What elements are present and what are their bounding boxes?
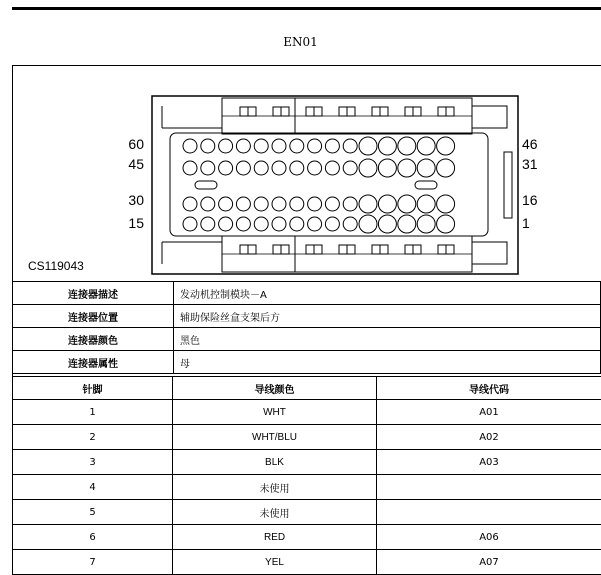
pin-hole [308,139,322,153]
pin-hole [183,197,197,211]
pin-hole [290,197,304,211]
cell-pin: 2 [13,425,173,450]
pin-hole [219,197,233,211]
cell-code: A01 [377,400,601,425]
pin-hole [417,159,435,177]
info-key: 连接器属性 [13,351,174,374]
info-row [13,351,601,374]
pin-hole [359,195,377,213]
pin-hole [417,195,435,213]
pin-hole [359,215,377,233]
table-row [13,425,601,450]
pin-hole [325,197,339,211]
pin-hole [378,137,396,155]
info-value: 发动机控制模块－A [174,282,601,305]
pin-hole [343,197,357,211]
header-wire-color: 导线颜色 [173,377,377,400]
pin-hole [183,139,197,153]
page-title: EN01 [0,35,601,49]
pin-hole [378,159,396,177]
cell-color: WHT/BLU [173,425,377,450]
pin-hole [398,215,416,233]
pin-hole [290,217,304,231]
cell-pin: 4 [13,475,173,500]
cell-pin: 3 [13,450,173,475]
pin-hole [417,137,435,155]
pin-hole [183,161,197,175]
pin-hole [325,217,339,231]
pin-hole [359,137,377,155]
cell-code: A03 [377,450,601,475]
cell-pin: 5 [13,500,173,525]
table-row [13,525,601,550]
pin-hole [308,161,322,175]
pin-label-15: 15 [104,215,144,231]
pin-hole [254,161,268,175]
header-pin: 针脚 [13,377,173,400]
cell-pin: 7 [13,550,173,575]
cell-pin: 6 [13,525,173,550]
cell-color: BLK [173,450,377,475]
pin-label-16: 16 [522,192,538,208]
pin-hole [254,197,268,211]
pin-label-46: 46 [522,136,538,152]
table-row [13,500,601,525]
cell-code [377,500,601,525]
cell-code: A07 [377,550,601,575]
info-value: 母 [174,351,601,374]
pin-hole [183,217,197,231]
info-row [13,305,601,328]
key-bar [504,152,512,218]
cell-color: RED [173,525,377,550]
cell-color: 未使用 [173,500,377,525]
table-row [13,550,601,575]
pin-hole [272,217,286,231]
pin-hole [378,195,396,213]
pin-hole [272,161,286,175]
pin-hole [219,139,233,153]
info-key: 连接器颜色 [13,328,174,351]
pin-hole [219,161,233,175]
pin-hole [398,159,416,177]
pin-hole [437,159,455,177]
connector-diagram [12,66,601,281]
pin-label-45: 45 [104,156,144,172]
pin-hole [201,139,215,153]
cell-code: A02 [377,425,601,450]
info-value: 辅助保险丝盒支架后方 [174,305,601,328]
pin-hole [437,137,455,155]
key-slot [415,181,437,189]
pin-hole [290,139,304,153]
header-wire-code: 导线代码 [377,377,601,400]
pin-label-31: 31 [522,156,538,172]
pin-hole [201,161,215,175]
info-key: 连接器描述 [13,282,174,305]
pin-hole [236,161,250,175]
pin-hole [236,217,250,231]
pin-hole [343,161,357,175]
pin-hole [290,161,304,175]
pin-label-30: 30 [104,192,144,208]
connector-info-table [12,281,601,374]
cell-code: A06 [377,525,601,550]
cell-color: YEL [173,550,377,575]
pin-hole [254,139,268,153]
pin-hole [343,139,357,153]
top-rule [12,7,601,10]
key-slot [195,181,217,189]
pin-hole [201,197,215,211]
info-row [13,282,601,305]
pin-table [12,376,601,575]
pin-hole [398,195,416,213]
table-row [13,475,601,500]
pin-hole [378,215,396,233]
pin-hole [325,139,339,153]
pin-label-1: 1 [522,215,530,231]
pin-hole [236,197,250,211]
pin-hole [236,139,250,153]
pin-hole [417,215,435,233]
pin-hole [201,217,215,231]
pin-hole [437,215,455,233]
cell-color: WHT [173,400,377,425]
cell-code [377,475,601,500]
pin-hole [308,217,322,231]
pin-hole [308,197,322,211]
pin-hole [272,197,286,211]
table-row [13,400,601,425]
cell-color: 未使用 [173,475,377,500]
info-row [13,328,601,351]
pin-hole [325,161,339,175]
connector-drawing [12,66,601,281]
info-key: 连接器位置 [13,305,174,328]
pin-hole [437,195,455,213]
table-row [13,450,601,475]
pin-hole [359,159,377,177]
pin-hole [272,139,286,153]
pin-hole [219,217,233,231]
pin-hole [343,217,357,231]
pin-hole [254,217,268,231]
info-value: 黑色 [174,328,601,351]
pin-hole [398,137,416,155]
diagram-code: CS119043 [28,259,84,273]
cell-pin: 1 [13,400,173,425]
pin-label-60: 60 [104,136,144,152]
